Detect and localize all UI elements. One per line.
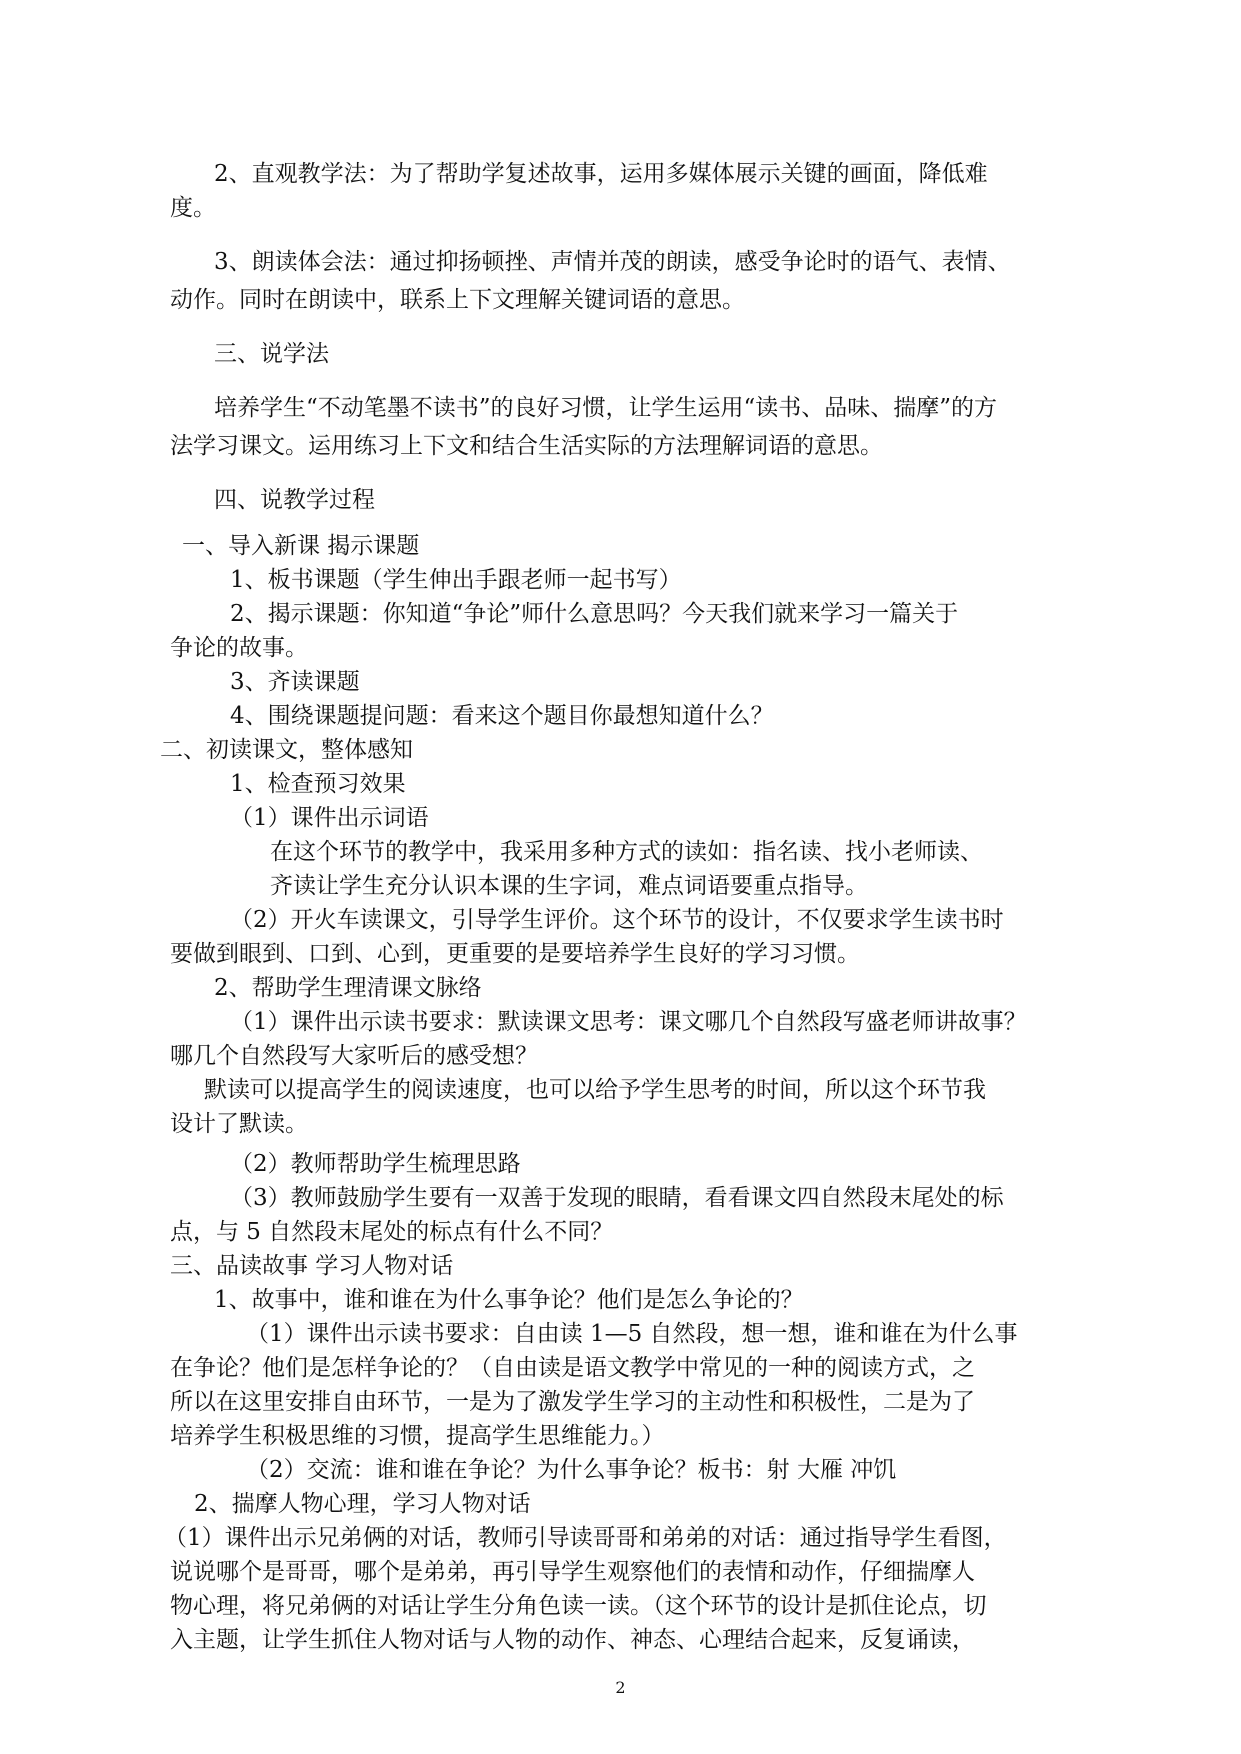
text-line: （3）教师鼓励学生要有一双善于发现的眼睛，看看课文四自然段末尾处的标 bbox=[230, 1185, 1004, 1211]
text-line: 3、朗读体会法：通过抑扬顿挫、声情并茂的朗读，感受争论时的语气、表情、 bbox=[214, 249, 1011, 275]
text-line: 2、直观教学法：为了帮助学复述故事，运用多媒体展示关键的画面，降低难 bbox=[214, 161, 988, 187]
text-line: 2、帮助学生理清课文脉络 bbox=[214, 975, 482, 1001]
text-line: （1）课件出示读书要求：自由读 1—5 自然段，想一想，谁和谁在为什么事 bbox=[246, 1321, 1018, 1347]
text-line: 1、检查预习效果 bbox=[230, 771, 406, 797]
text-line: 法学习课文。运用练习上下文和结合生活实际的方法理解词语的意思。 bbox=[170, 433, 883, 459]
text-line: 设计了默读。 bbox=[170, 1111, 308, 1137]
text-line: （1）课件出示词语 bbox=[230, 805, 429, 831]
text-line: 哪几个自然段写大家听后的感受想？ bbox=[170, 1043, 538, 1069]
text-line: 1、故事中，谁和谁在为什么事争论？他们是怎么争论的？ bbox=[214, 1287, 804, 1313]
text-line: 争论的故事。 bbox=[170, 635, 308, 661]
text-line: 2、揭示课题：你知道“争论”师什么意思吗？今天我们就来学习一篇关于 bbox=[230, 601, 959, 627]
text-line: 在这个环节的教学中，我采用多种方式的读如：指名读、找小老师读、 bbox=[270, 839, 983, 865]
text-line: 点，与 5 自然段末尾处的标点有什么不同？ bbox=[170, 1219, 614, 1245]
text-line: 说说哪个是哥哥，哪个是弟弟，再引导学生观察他们的表情和动作，仔细揣摩人 bbox=[170, 1559, 975, 1585]
subsection-heading: 二、初读课文，整体感知 bbox=[160, 737, 413, 763]
text-line: 齐读让学生充分认识本课的生字词，难点词语要重点指导。 bbox=[270, 873, 868, 899]
text-line: 3、齐读课题 bbox=[230, 669, 360, 695]
text-line: 入主题，让学生抓住人物对话与人物的动作、神态、心理结合起来，反复诵读， bbox=[170, 1627, 975, 1653]
text-line: （2）交流：谁和谁在争论？为什么事争论？板书：射 大雁 冲饥 bbox=[246, 1457, 897, 1483]
text-line: 2、揣摩人物心理，学习人物对话 bbox=[194, 1491, 531, 1517]
text-line: 所以在这里安排自由环节，一是为了激发学生学习的主动性和积极性，二是为了 bbox=[170, 1389, 975, 1415]
text-line: （1）课件出示兄弟俩的对话，教师引导读哥哥和弟弟的对话：通过指导学生看图， bbox=[164, 1525, 1007, 1551]
text-line: （2）教师帮助学生梳理思路 bbox=[230, 1151, 521, 1177]
text-line: 培养学生“不动笔墨不读书”的良好习惯，让学生运用“读书、品味、揣摩”的方 bbox=[214, 395, 998, 421]
text-line: 培养学生积极思维的习惯，提高学生思维能力。） bbox=[170, 1423, 665, 1449]
text-line: （2）开火车读课文，引导学生评价。这个环节的设计，不仅要求学生读书时 bbox=[230, 907, 1004, 933]
section-heading: 三、说学法 bbox=[214, 341, 329, 367]
text-line: 物心理，将兄弟俩的对话让学生分角色读一读。（这个环节的设计是抓住论点，切 bbox=[170, 1593, 987, 1619]
text-line: 1、板书课题（学生伸出手跟老师一起书写） bbox=[230, 567, 682, 593]
text-line: 度。 bbox=[170, 195, 216, 221]
text-line: 4、围绕课题提问题：看来这个题目你最想知道什么？ bbox=[230, 703, 774, 729]
page-number: 2 bbox=[615, 1678, 626, 1697]
text-line: 在争论？他们是怎样争论的？（自由读是语文教学中常见的一种的阅读方式，之 bbox=[170, 1355, 975, 1381]
text-line: （1）课件出示读书要求：默读课文思考：课文哪几个自然段写盛老师讲故事？ bbox=[230, 1009, 1027, 1035]
subsection-heading: 一、导入新课 揭示课题 bbox=[182, 533, 420, 559]
text-line: 默读可以提高学生的阅读速度，也可以给予学生思考的时间，所以这个环节我 bbox=[204, 1077, 986, 1103]
text-line: 要做到眼到、口到、心到，更重要的是要培养学生良好的学习习惯。 bbox=[170, 941, 860, 967]
subsection-heading: 三、品读故事 学习人物对话 bbox=[170, 1253, 454, 1279]
text-line: 动作。同时在朗读中，联系上下文理解关键词语的意思。 bbox=[170, 287, 745, 313]
section-heading: 四、说教学过程 bbox=[214, 487, 375, 513]
